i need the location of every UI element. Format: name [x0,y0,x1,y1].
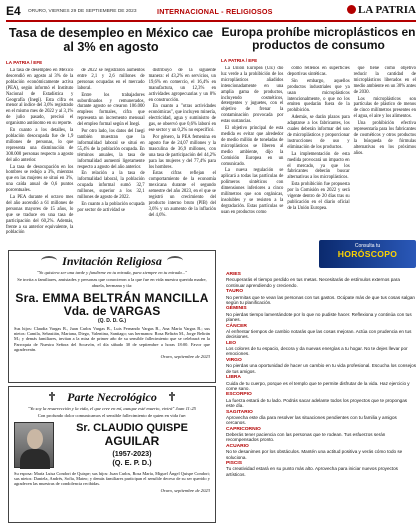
sign-tauro [226,289,416,305]
sign-name: CÁNCER [226,323,247,329]
invitation-title: Invitación Religiosa [62,254,162,268]
sign-geminis [226,306,416,322]
sign-virgo [226,358,416,374]
article-column [77,68,144,240]
sign-text: La fuerza estará de tu lado. Podrás sacar adelante todos los proyectos que te propongas este día. [226,397,408,409]
sign-text: Aprovecha este día para resolver las situaciones pendientes con tu familia y amigos cercanos. [226,414,397,426]
dove-icon [41,256,57,265]
sign-text: No te desanimes por los obstáculos. Mantén una actitud positiva y verás cómo todo se soluciona. [226,449,403,460]
paragraph: En relación a la tasa de informalidad laboral, la población ocupada informal sumó 32,7 millones, superior a los 32,1 millones de agosto de 2022. [77,171,145,201]
sign-text: Deberás tener paciencia con las personas que te rodean. Tus esfuerzos serán recompensados pronto. [226,432,386,443]
article-column [149,68,216,240]
sign-text: Los colores de tu espacio, decora y da nuevas energías a tu hogar. No te dejes llevar por emociones. [226,346,408,357]
obituary-signature: Oruro, septiembre de 2023 [160,488,210,494]
paragraph: Por otro lado, los datos del Inegi también muestran que la informalidad laboral se situó en 55,4% de la población ocupada. En términos anuales, la tasa de informalidad aumentó ligeramente respecto a agosto del año anterior. [77,129,145,170]
paragraph: que tiene como objetivo reducir la cantidad de microplásticos liberados en el medio ambiente en un 30% antes de 2030. [353,66,416,95]
obituary-notice [8,386,216,523]
paragraph: Entre los trabajadores subordinados y remunerados, durante agosto se crearon 106.000 empleos formales, cifra que representa un incremento mensual del empleo formal según el Inegi. [77,92,145,128]
article-column [6,68,73,240]
paragraph: Esta prohibición fue propuesta por la Comisión en 2022 y será vigente dentro de 20 días tras su publicación en el diario oficial de la Unión Europea. [287,182,350,211]
paragraph: de 2022 se registraron aumentos entre 2,1 y 2,6 millones de personas ocupadas en el mercado laboral. [77,68,145,91]
sign-name: CAPRICORNIO [226,426,261,432]
sign-name: LEO [226,340,237,346]
sign-name: GÉMINIS [226,306,247,312]
invitation-intro: Se invita a familiares, amistades y personas que conocieron a la que fue en vida nuestra querida madre, abuela, hermana y tía: [17,277,207,288]
article-body [6,68,216,240]
dove-icon [167,256,183,265]
paragraph: Por género, la PEA femenina en agosto fue de 24,07 millones y la masculina de 36,9 millones, con una tasa de participación del 44,2% para las mujeres y del 77,4% para los hombres. [148,134,216,170]
family-list: Sus hijos: Claudia Vargas B., Juan Carlos Vargas B., Luis Fernando Vargas B., Ana María Vargas B.; sus nietos: Camila, Sebastián, Mariana, Diego, Valentina, Santiago; sus hermanos: Rosa Beltrán M., Jorge Beltrán M.; y demás familiares, invitan a la misa de primer año de su sensible fallecimiento que se celebrará en la Parroquia de Nuestra Señora del Socavón, el día sábado 30 de septiembre a horas 18:00. Favor que agradecerán. [14,326,210,352]
page-number: E4 [6,4,21,18]
sign-name: TAURO [226,289,244,295]
section-title: INTERNACIONAL - RELIGIOSOS [157,7,273,16]
sign-text: No permitas que te vean las personas con tus gastos. Ocúpate más de que tus cosas salgan según tu planificación. [226,294,415,305]
article-title: Tasa de desempleo en México cae al 3% en agosto [8,26,214,54]
article-column [221,66,283,268]
paragraph: La implementación de esta medida provocará un impacto en el mercado, ya que los fabricantes deberán buscar alternativas a los microplásticos. [287,151,350,181]
paragraph: La PEA durante el octavo mes del año ascendió a 61 millones de personas mayores de 15 años, lo que se traduce en una tasa de participación del 60,2%. Además, frente a su anterior equivalente, la población [6,195,74,236]
logo-text: LA PATRIA [358,4,416,16]
invitation-signature: Oruro, septiembre de 2023 [160,353,210,359]
sign-name: PISCIS [226,461,243,467]
article-desempleo [6,26,216,246]
sign-name: SAGITARIO [226,409,253,415]
paragraph: La tasa de desempleo en México descendió en agosto al 3% de la población económicamente activa (PEA), según informó el Instituto Nacional de Estadística y Geografía (Inegi). Esta cifra es menor al índice del 3,6% registrado en el mismo mes de 2022 y al 3,1% de julio pasado, precisó el organismo autónomo en su reporte. [6,68,74,127]
obituary-verse: "Yo soy la resurrección y la vida, el que cree en mí, aunque esté muerto, vivirá" Juan 11:25 [28,406,196,411]
sign-leo [226,341,416,357]
logo-mark-icon [347,5,356,14]
paragraph: como rellenos en superficies deportivas sintéticas. [287,66,350,77]
horoscope-list [226,272,416,522]
article-byline: LA PATRIA / EFE [221,58,258,63]
sign-piscis [226,461,416,477]
horoscope-banner [319,240,416,268]
paragraph: Los microplásticos son partículas de plástico de menos de cinco milímetros presentes en el agua, el aire y los alimentos. [353,96,416,120]
deceased-name-suffix: Vda. de VARGAS [63,304,161,319]
obituary-main [14,422,210,468]
page-header [6,2,416,22]
religious-invitation [8,250,216,383]
sign-acuario [226,444,416,460]
invitation-verse: "Yo quisiera ser una tarde y fundirme en tu mirada, para siempre en tu mirada..." [36,270,188,275]
article-body [221,66,416,268]
paragraph: distribuyó de la siguiente manera: el 43,2% en servicios, un 19,6% en comercio, el 16,4% en manufactura, un 12,3% en actividades agropecuarias y un 8% en construcción. [148,68,216,103]
sign-text: No pierdas una oportunidad de hacer un cambio en tu vida profesional. Escucha los consejos de tus amigos. [226,363,416,374]
sign-capricornio [226,427,416,443]
paragraph: Sin embargo, aquellos productos industriales que ya usan microplásticos intencionalmente, o que no los emiten quedarán fuera de la prohibición. [287,78,350,114]
cross-icon [169,392,175,401]
sign-name: LIBRA [226,375,241,381]
sign-name: ACUARIO [226,443,249,449]
sign-text: Tu creatividad estará en su punto más alto. Aprovecha para iniciar nuevos proyectos artísticos. [226,466,398,477]
obituary-intro: Con profundo dolor comunicamos el sensible fallecimiento de quien en vida fue: [37,413,187,419]
paragraph: En cuanto a los detalles, la población desocupada fue de 1,9 millones de personas, lo que representa una disminución de 308.000 personas respecto a agosto del año anterior. [6,128,74,163]
sign-aries [226,272,416,288]
article-title: Europa prohíbe microplásticos en productos de consumo [221,26,416,52]
deceased-photo [14,422,54,468]
article-column [287,66,349,268]
sign-text: Cuida de tu cuerpo, porque es el templo que te permite disfrutar de la vida. Haz ejercicio y come sano. [226,380,410,391]
religious-abbreviation: (Q. D. D. G.) [97,318,127,325]
paragraph: Una prohibición efectiva representaría para los fabricantes de cosméticos y otros productos la búsqueda de fórmulas alternativas en los próximos años. [353,121,416,156]
paragraph: En cuanto a la población ocupada por sector de actividad se [77,201,145,213]
issue-date: ORURO, VIERNES 29 DE SEPTIEMBRE DE 2023 [28,9,137,14]
article-column [354,66,416,268]
deceased-names [54,422,210,467]
article-byline: LA PATRIA / EFE [6,60,43,65]
horoscope-heading: HORÓSCOPO [337,249,398,259]
paragraph: La nueva regulación se aplicará a todas las partículas de polímeros sintéticos con dimensiones inferiores a cinco milímetros que son orgánicas, insolubles y se resisten a la degradación. Estas partículas se usan en productos como [221,168,284,215]
paragraph: En cuanto a "otras actividades económicas", que incluyen minería, electricidad, agua y suministro de gas, se observó que 0,6% laboró en ese sector y un 0,2% no especificó. [148,104,216,134]
sign-libra [226,375,416,391]
paragraph: Además, se darán plazos para adaptarse a los fabricantes, los cuales deberán informar del uso de microplásticos y proporcionar instrucciones de uso y eliminación de los productos. [287,115,350,150]
sign-text: Al enfrentar tiempos de cambio notarás que las cosas mejoran. Actúa con prudencia en tus decisiones. [226,328,412,340]
newspaper-logo [347,4,416,16]
horoscope-kicker: Consulta tu [354,243,381,249]
life-years: (1957-2023) [112,449,152,459]
religious-abbreviation: (Q. E. P. D.) [112,458,152,468]
obituary-title: Parte Necrológico [67,390,157,404]
deceased-name: Sra. EMMA BELTRÁN MANCILLA [15,291,209,306]
sign-text: No pierdas tiempo lamentándote por lo que no pudiste hacer. Reflexiona y continúa con tus planes. [226,311,412,323]
sign-sagitario [226,410,416,426]
sign-cancer [226,324,416,340]
cross-icon [49,392,55,401]
paragraph: La tasa de desocupación en los hombres se redujo a 3%, mientras que en las mujeres se situó en 3%, una caída anual de 0,6 puntos porcentuales. [6,164,74,194]
deceased-surname: AGUILAR [104,434,160,449]
sign-name: ARIES [226,272,241,277]
sign-escorpio [226,392,416,408]
paragraph: El objetivo principal de esta medida es evitar que alrededor de medio millón de toneladas de microplásticos se liberen al medio ambiente, dijo la Comisión Europea en un comunicado. [221,126,284,167]
sign-name: ESCORPIO [226,392,252,398]
family-list: Su esposa: María Luisa Condori de Quispe; sus hijos: Juan Carlos, Rosa María, Miguel Ángel Quispe Condori; sus nietos: Daniela, Andrés, Sofía, Mateo; y demás familiares participan el sensible deceso de su ser querido y agradecen las muestras de condolencia recibidas. [14,470,210,486]
deceased-name: Sr. CLAUDIO QUISPE [76,422,188,435]
sign-name: VIRGO [226,357,242,363]
article-microplasticos [221,26,416,270]
paragraph: Estas cifras reflejan el comportamiento de la economía mexicana durante el segundo semestre del año 2023, en el que se registró un crecimiento del producto interno bruto (PIB) del 3,6% y un aumento de la inflación del 4,6%. [148,171,216,218]
paragraph: La Unión Europea (UE) dio luz verde a la prohibición de los microplásticos añadidos intencionadamente en una amplia gama de productos, incluyendo cosméticos, detergentes y juguetes, con el objetivo de frenar la contaminación provocada por estas sustancias. [221,66,284,125]
sign-text: Recuperarás el tiempo perdido en tus metas. Necesitarás de estímulos externos para continuar aprendiendo y creciendo. [226,277,400,288]
